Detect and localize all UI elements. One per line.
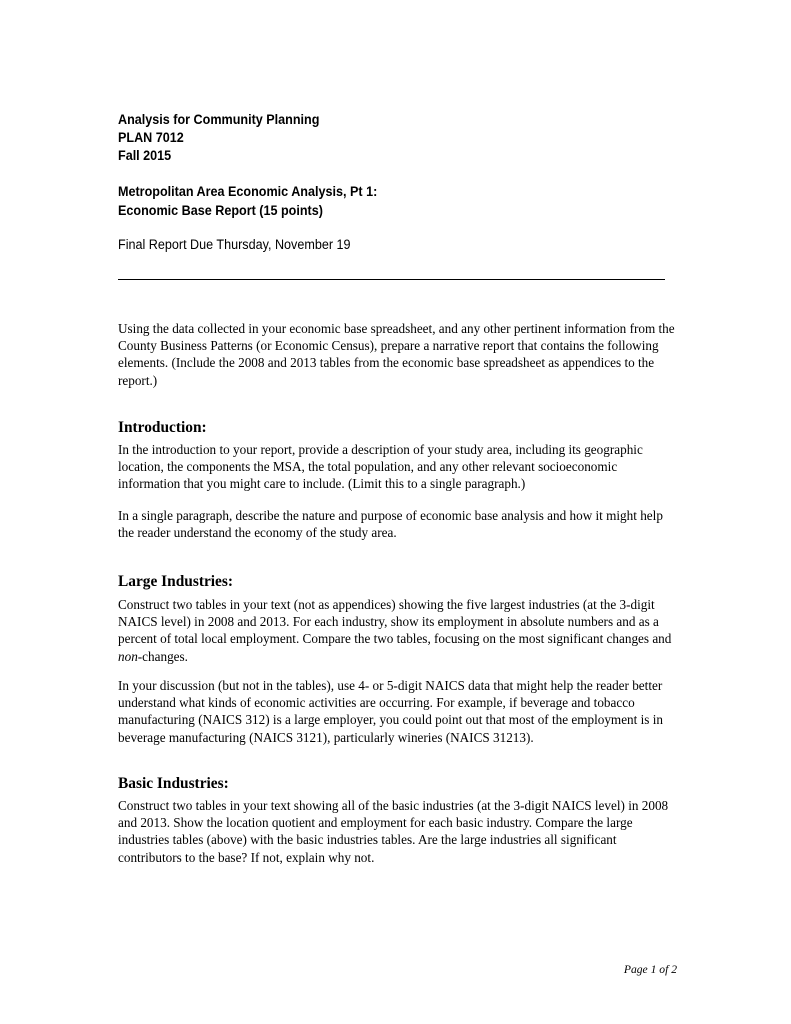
paragraph	[118, 596, 678, 665]
assignment-title-line2: Economic Base Report (15 points)	[118, 203, 323, 218]
section-heading-basic-industries: Basic Industries:	[118, 775, 229, 792]
paragraph-text: -changes.	[137, 648, 188, 664]
paragraph: In your discussion (but not in the tables), use 4- or 5-digit NAICS data that might help the reader better understand what kinds of economic activities are occurring. For example, if beverage and tobacco manufacturing (NAICS 312) is a large employer, you could point out that most of the employment is in beverage manufacturing (NAICS 3121), particularly wineries (NAICS 31213).	[118, 678, 663, 745]
section-body-introduction	[118, 441, 678, 493]
intro-text	[118, 320, 678, 389]
course-code: PLAN 7012	[118, 130, 184, 145]
horizontal-rule	[118, 279, 665, 280]
section-body-basic-industries	[118, 797, 678, 866]
emphasized-text: non	[118, 648, 138, 664]
section-body-large-industries-2	[118, 677, 678, 746]
section-body-large-industries	[118, 596, 678, 665]
intro-paragraph: Using the data collected in your economic base spreadsheet, and any other pertinent information from the County Business Patterns (or Economic Census), prepare a narrative report that contains the following elements. (Include the 2008 and 2013 tables from the economic base spreadsheet as appendices to the report.)	[118, 321, 675, 388]
paragraph: In the introduction to your report, provide a description of your study area, including its geographic location, the components the MSA, the total population, and any other relevant socioeconomic information that you might care to include. (Limit this to a single paragraph.)	[118, 442, 643, 492]
section-heading-introduction: Introduction:	[118, 419, 207, 436]
assignment-title-line1: Metropolitan Area Economic Analysis, Pt 1:	[118, 184, 378, 199]
course-term: Fall 2015	[118, 148, 172, 163]
paragraph: In a single paragraph, describe the nature and purpose of economic base analysis and how it might help the reader understand the economy of the study area.	[118, 508, 663, 541]
due-date: Final Report Due Thursday, November 19	[118, 237, 351, 252]
assignment-title	[118, 182, 644, 220]
page-number: Page 1 of 2	[623, 963, 677, 976]
course-title: Analysis for Community Planning	[118, 112, 320, 127]
section-heading-large-industries: Large Industries:	[118, 573, 234, 590]
paragraph: Construct two tables in your text showing all of the basic industries (at the 3-digit NAICS level) in 2008 and 2013. Show the location quotient and employment for each basic industry. Compare the large industries tables (above) with the basic industries tables. Are the large industries all significant contributors to the base? If not, explain why not.	[118, 798, 669, 865]
section-body-introduction-2	[118, 507, 678, 541]
paragraph-text: Construct two tables in your text (not as appendices) showing the five largest industries (at the 3-digit NAICS level) in 2008 and 2013. For each industry, show its employment in absolute numbers and as a percent of total local employment. Compare the two tables, focusing on the most significant changes and	[118, 597, 672, 647]
course-header	[118, 111, 644, 165]
